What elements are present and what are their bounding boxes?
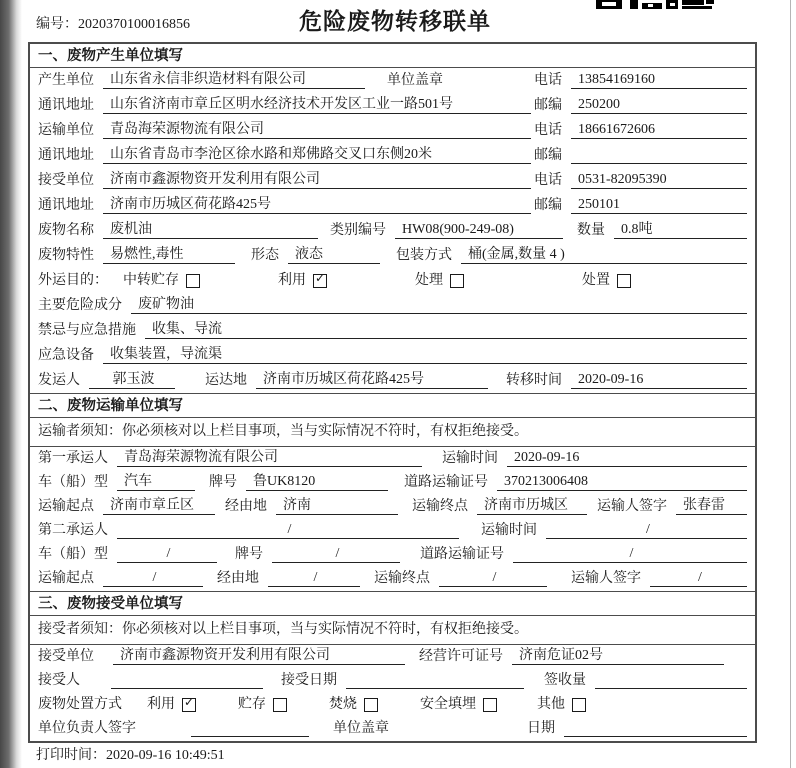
acceptor-value [111,672,263,689]
first-origin-label: 运输起点 [38,499,94,514]
purpose-option-treat [415,269,464,289]
disposal-method-label: 废物处置方式 [38,697,122,712]
producer-phone-label: 电话 [534,73,562,88]
form-state-value: 液态 [288,243,380,264]
second-plate-value: / [272,546,400,563]
disposal-option-storage [238,693,287,713]
first-sign-value: 张春雷 [676,494,747,515]
receiver-label: 接受单位 [38,173,94,188]
second-origin-value: / [103,570,203,587]
purpose-option-storage [123,269,200,289]
second-road-license-value: / [513,546,747,563]
transporter-zip-label: 邮编 [534,148,562,163]
receiver-phone-label: 电话 [534,173,562,188]
second-end-label: 运输终点 [374,571,430,586]
section3-title: 三、废物接受单位填写 [30,591,755,616]
producer-seal-label: 单位盖章 [387,73,443,88]
taboo-measures-label: 禁忌与应急措施 [38,323,136,338]
print-time [36,744,225,764]
transporter-phone-label: 电话 [534,123,562,138]
receiver-notice: 接受者须知：你必须核对以上栏目事项，当与实际情况不符时，有权拒绝接受。 [30,616,755,645]
first-vehicle-type-value: 汽车 [117,470,195,491]
second-carrier-label: 第二承运人 [38,523,108,538]
purpose-option-dispose [582,269,631,289]
second-via-value: / [268,570,360,587]
first-end-label: 运输终点 [412,499,468,514]
purpose-option-utilize [278,269,327,289]
emergency-equipment-value: 收集装置，导流渠 [103,343,747,364]
transporter-value: 青岛海荣源物流有限公司 [103,118,531,139]
quantity-value: 0.8吨 [614,218,747,239]
scan-right-edge [790,0,791,768]
date-label: 日期 [527,721,555,736]
accept-unit-label: 接受单位 [38,649,94,664]
producer-address-value: 山东省济南市章丘区明水经济技术开发区工业一路501号 [103,93,531,114]
packing-value: 桶(金属,数量 4 ) [461,243,747,264]
receiver-address-label: 通讯地址 [38,198,94,213]
disposal-option-incinerate-label: 焚烧 [329,697,357,712]
row-head-signature [30,717,755,741]
first-sign-label: 运输人签字 [597,499,667,514]
row-producer-address [30,93,755,118]
producer-address-label: 通讯地址 [38,98,94,113]
row-first-vehicle [30,471,755,495]
head-signature-value [191,720,309,737]
purpose-dispose-checkbox [617,274,631,288]
transporter-phone-value: 18661672606 [571,122,747,139]
second-vehicle-type-value: / [117,546,217,563]
hazard-component-value: 废矿物油 [131,293,747,314]
waste-name-label: 废物名称 [38,223,94,238]
disposal-storage-checkbox [273,698,287,712]
row-accept-unit [30,645,755,669]
document-number-label: 编号： [36,17,78,32]
destination-value: 济南市历城区荷花路425号 [256,368,488,389]
disposal-option-utilize-label: 利用 [147,697,175,712]
row-waste-name [30,218,755,243]
disposal-option-incinerate [329,693,378,713]
document-number-value: 2020370100016856 [78,17,190,32]
row-producer [30,68,755,93]
row-taboo-measures [30,318,755,343]
second-carrier-time-value: / [546,522,747,539]
first-carrier-time-label: 运输时间 [442,451,498,466]
row-receiver [30,168,755,193]
purpose-option-dispose-label: 处置 [582,273,610,288]
second-end-value: / [439,570,547,587]
first-end-value: 济南市历城区 [477,494,587,515]
row-transporter [30,118,755,143]
producer-value: 山东省永信非织造材料有限公司 [103,68,365,89]
purpose-utilize-checkbox: ✓ [313,274,327,288]
row-acceptor [30,669,755,693]
accept-date-label: 接受日期 [281,673,337,688]
emergency-equipment-label: 应急设备 [38,348,94,363]
scan-left-shadow [0,0,22,768]
print-time-value: 2020-09-16 10:49:51 [106,748,225,763]
print-time-label: 打印时间： [36,748,106,763]
disposal-option-other [537,693,586,713]
date-value [564,720,747,737]
section2-title: 二、废物运输单位填写 [30,393,755,418]
waste-name-value: 废机油 [103,218,318,239]
disposal-option-storage-label: 贮存 [238,697,266,712]
transfer-time-value: 2020-09-16 [571,372,747,389]
row-transporter-address [30,143,755,168]
second-road-license-label: 道路运输证号 [420,547,504,562]
receiver-phone-value: 0531-82095390 [571,172,747,189]
disposal-other-checkbox [572,698,586,712]
transporter-address-label: 通讯地址 [38,148,94,163]
sign-quantity-label: 签收量 [544,673,586,688]
disposal-utilize-checkbox: ✓ [182,698,196,712]
taboo-measures-value: 收集、导流 [145,318,747,339]
purpose-option-storage-label: 中转贮存 [123,273,179,288]
first-plate-value: 鲁UK8120 [246,470,388,491]
receiver-zip-value: 250101 [571,197,747,214]
receiver-value: 济南市鑫源物资开发利用有限公司 [103,168,531,189]
permit-value: 济南危证02号 [512,644,724,665]
category-value: HW08(900-249-08) [395,222,563,239]
row-second-carrier [30,519,755,543]
disposal-incinerate-checkbox [364,698,378,712]
first-carrier-value: 青岛海荣源物流有限公司 [117,446,422,467]
row-second-route [30,567,755,591]
row-waste-character [30,243,755,268]
transporter-zip-value [571,147,747,164]
form-title: 危险废物转移联单 [299,9,491,35]
second-carrier-time-label: 运输时间 [481,523,537,538]
row-first-route [30,495,755,519]
first-road-license-label: 道路运输证号 [404,475,488,490]
form-header [28,0,762,42]
row-first-carrier [30,447,755,471]
purpose-option-utilize-label: 利用 [278,273,306,288]
accept-date-value [346,672,524,689]
disposal-option-utilize [147,693,196,713]
row-second-vehicle [30,543,755,567]
unit-seal-label: 单位盖章 [333,721,389,736]
second-carrier-value: / [117,522,459,539]
purpose-option-treat-label: 处理 [415,273,443,288]
receiver-address-value: 济南市历城区荷花路425号 [103,193,531,214]
disposal-landfill-checkbox [483,698,497,712]
purpose-storage-checkbox [186,274,200,288]
accept-unit-value: 济南市鑫源物资开发利用有限公司 [113,644,405,665]
second-origin-label: 运输起点 [38,571,94,586]
waste-character-value: 易燃性,毒性 [103,243,235,264]
first-via-value: 济南 [276,494,398,515]
row-shipper [30,368,755,393]
first-carrier-label: 第一承运人 [38,451,108,466]
second-sign-value: / [650,570,747,587]
destination-label: 运达地 [205,373,247,388]
acceptor-label: 接受人 [38,673,80,688]
disposal-option-landfill-label: 安全填埋 [420,697,476,712]
permit-label: 经营许可证号 [419,649,503,664]
second-via-label: 经由地 [217,571,259,586]
first-road-license-value: 370213006408 [497,474,747,491]
waste-character-label: 废物特性 [38,248,94,263]
transporter-label: 运输单位 [38,123,94,138]
sign-quantity-value [595,672,747,689]
first-via-label: 经由地 [225,499,267,514]
category-label: 类别编号 [330,223,386,238]
transfer-time-label: 转移时间 [506,373,562,388]
first-plate-label: 牌号 [209,475,237,490]
quantity-label: 数量 [577,223,605,238]
row-disposal-method [30,693,755,717]
purpose-treat-checkbox [450,274,464,288]
second-vehicle-type-label: 车（船）型 [38,547,108,562]
producer-zip-value: 250200 [571,97,747,114]
form-table [28,42,757,743]
producer-phone-value: 13854169160 [571,72,747,89]
second-sign-label: 运输人签字 [571,571,641,586]
disposal-option-landfill [420,693,497,713]
row-hazard-component [30,293,755,318]
transfer-purpose-label: 外运目的： [38,273,108,288]
receiver-zip-label: 邮编 [534,198,562,213]
transporter-address-value: 山东省青岛市李沧区徐水路和郑佛路交叉口东侧20米 [103,143,531,164]
packing-label: 包装方式 [396,248,452,263]
row-transfer-purpose [30,268,755,293]
producer-zip-label: 邮编 [534,98,562,113]
row-receiver-address [30,193,755,218]
section1-title: 一、废物产生单位填写 [30,44,755,68]
transporter-notice: 运输者须知：你必须核对以上栏目事项，当与实际情况不符时，有权拒绝接受。 [30,418,755,447]
second-plate-label: 牌号 [235,547,263,562]
hazard-component-label: 主要危险成分 [38,298,122,313]
first-origin-value: 济南市章丘区 [103,494,215,515]
producer-label: 产生单位 [38,73,94,88]
head-signature-label: 单位负责人签字 [38,721,136,736]
row-emergency-equipment [30,343,755,368]
disposal-option-other-label: 其他 [537,697,565,712]
shipper-label: 发运人 [38,373,80,388]
form-state-label: 形态 [251,248,279,263]
first-vehicle-type-label: 车（船）型 [38,475,108,490]
first-carrier-time-value: 2020-09-16 [507,450,747,467]
shipper-value: 郭玉波 [89,368,175,389]
qr-code-fragment [590,0,720,10]
